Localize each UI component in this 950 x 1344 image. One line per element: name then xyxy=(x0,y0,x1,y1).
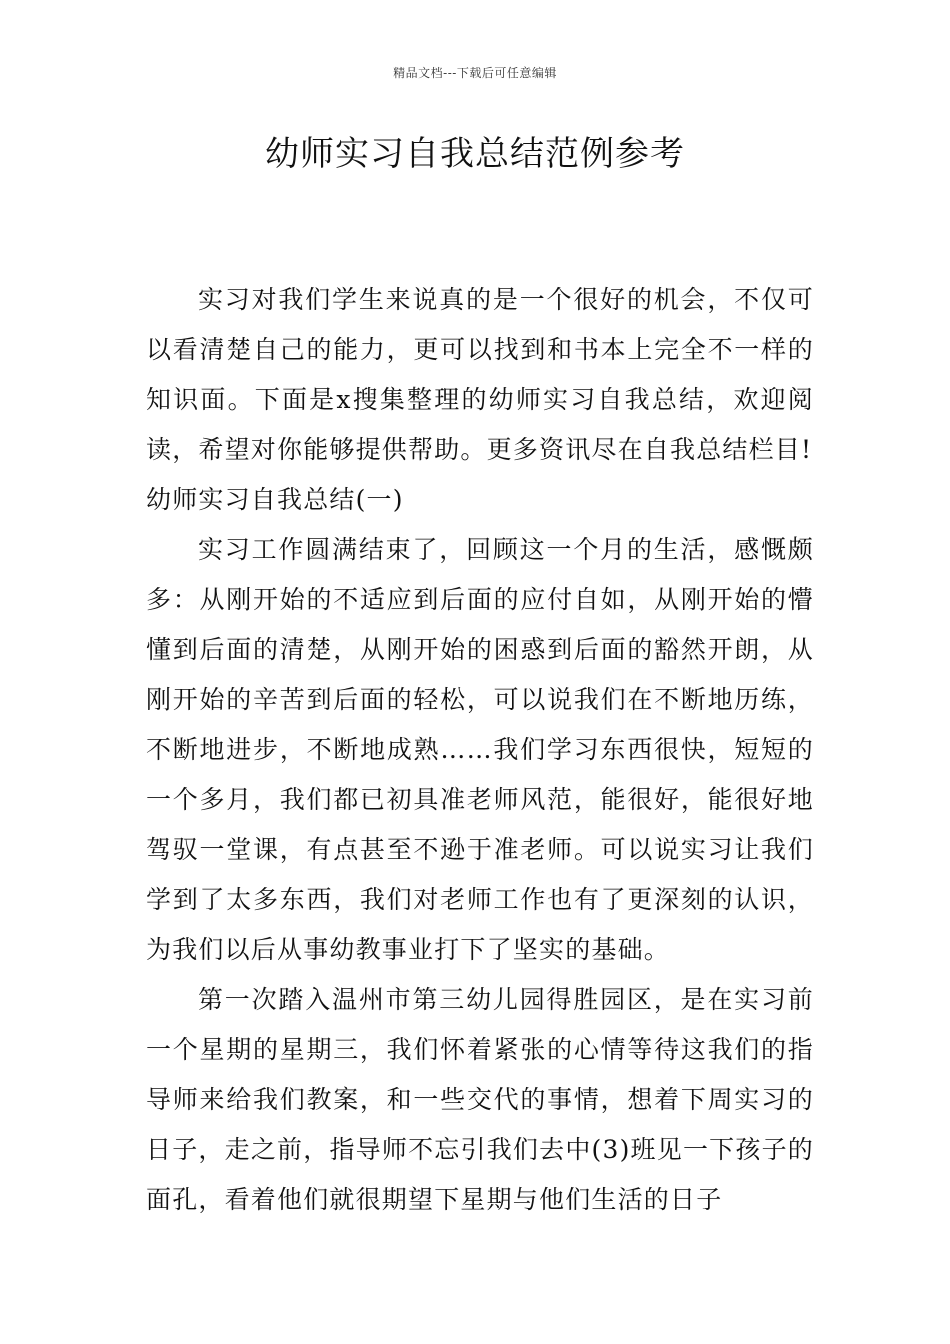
document-body xyxy=(146,275,814,1225)
body-paragraph-1: 实习工作圆满结束了，回顾这一个月的生活，感慨颇多：从刚开始的不适应到后面的应付自如，从刚开始的懵懂到后面的清楚，从刚开始的困惑到后面的豁然开朗，从刚开始的辛苦到后面的轻松，可以说我们在不断地历练，不断地进步，不断地成熟……我们学习东西很快，短短的一个多月，我们都已初具准老师风范，能很好，能很好地驾驭一堂课，有点甚至不逊于准老师。可以说实习让我们学到了太多东西，我们对老师工作也有了更深刻的认识，为我们以后从事幼教事业打下了坚实的基础。 xyxy=(146,535,814,964)
page-title: 幼师实习自我总结范例参考 xyxy=(265,134,685,174)
section-heading: 幼师实习自我总结(一) xyxy=(146,485,404,514)
body-paragraph-2: 第一次踏入温州市第三幼儿园得胜园区，是在实习前一个星期的星期三，我们怀着紧张的心情等待这我们的指导师来给我们教案，和一些交代的事情，想着下周实习的日子，走之前，指导师不忘引我们去中(3)班见一下孩子的面孔，看着他们就很期望下星期与他们生活的日子 xyxy=(146,985,814,1214)
intro-paragraph: 实习对我们学生来说真的是一个很好的机会，不仅可以看清楚自己的能力，更可以找到和书本上完全不一样的知识面。下面是x搜集整理的幼师实习自我总结，欢迎阅读，希望对你能够提供帮助。更多资讯尽在自我总结栏目! xyxy=(146,285,814,464)
header-note: 精品文档---下载后可任意编辑 xyxy=(393,66,557,80)
